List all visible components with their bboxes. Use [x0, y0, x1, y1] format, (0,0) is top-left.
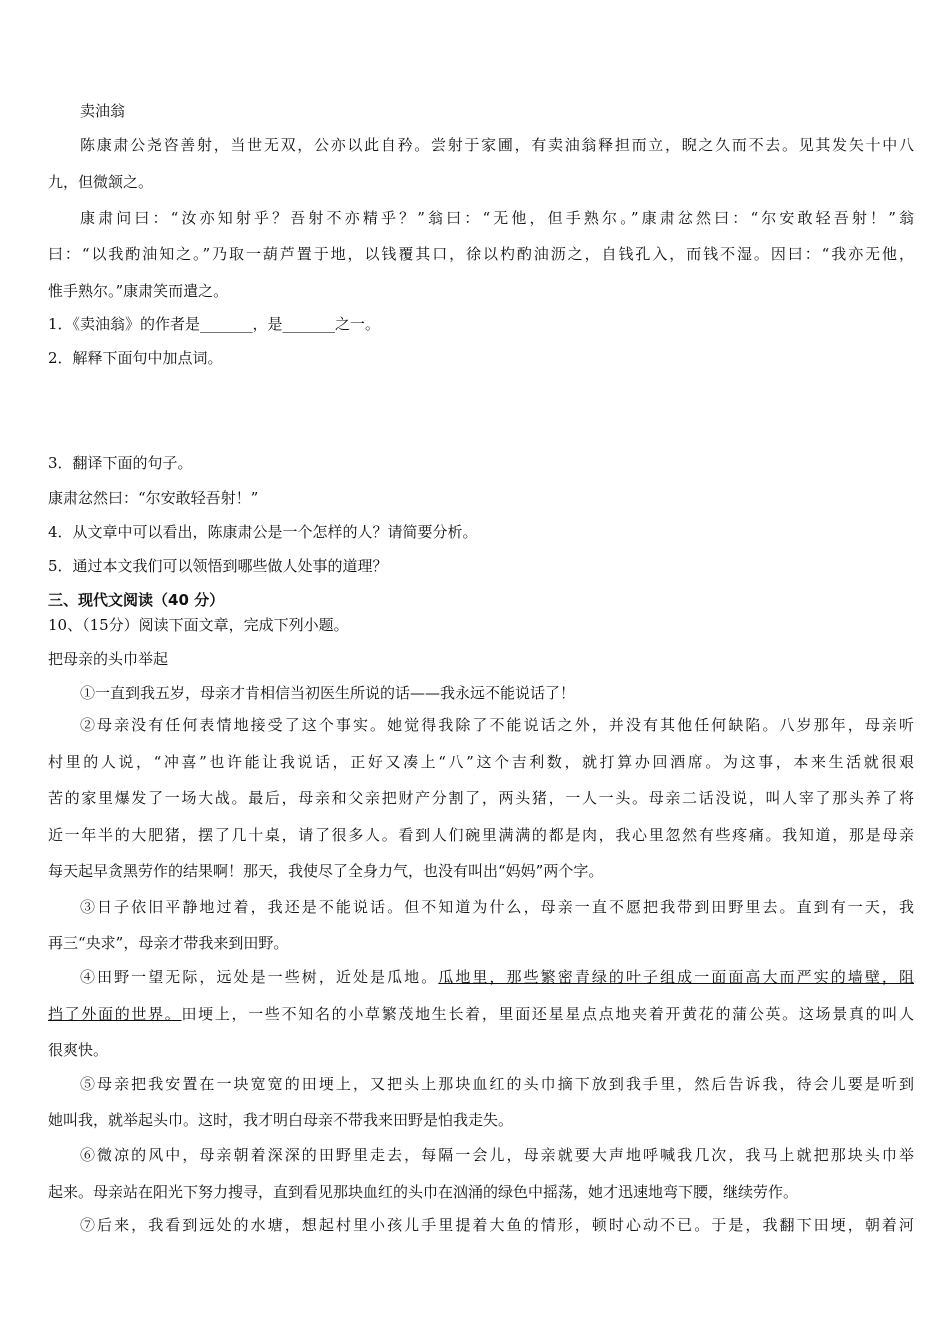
essay-paragraph-4-line-3: 很爽快。 — [48, 1041, 109, 1059]
question-10-intro: 10、（15分）阅读下面文章，完成下列小题。 — [48, 616, 349, 634]
question-3-sentence: 康肃忿然曰：“尔安敢轻吾射！” — [48, 489, 259, 507]
essay-paragraph-2-line-2: 村里的人说，“冲喜”也许能让我说话，正好又凑上“八”这个吉利数，就打算办回酒席。为这事，本来生活就很艰 — [48, 753, 914, 771]
underlined-sentence-end: 挡了外面的世界。 — [48, 1005, 182, 1023]
essay-paragraph-6-line-1: ⑥微凉的风中，母亲朝着深深的田野里走去，每隔一会儿，母亲就要大声地呼喊我几次，我马上就把那块头巾举 — [80, 1146, 914, 1164]
essay-paragraph-2-line-5: 每天起早贪黑劳作的结果啊！那天，我使尽了全身力气，也没有叫出“妈妈”两个字。 — [48, 862, 604, 880]
essay-paragraph-2-line-4: 近一年半的大肥猪，摆了几十桌，请了很多人。看到人们碗里满满的都是肉，我心里忽然有些疼痛。我知道，那是母亲 — [48, 826, 914, 844]
essay-title: 把母亲的头巾举起 — [48, 650, 169, 668]
essay-paragraph-7-line-1: ⑦后来，我看到远处的水塘，想起村里小孩儿手里提着大鱼的情形，顿时心动不已。于是，我翻下田埂，朝着河 — [80, 1216, 914, 1234]
essay-paragraph-3-line-2: 再三“央求”，母亲才带我来到田野。 — [48, 934, 289, 952]
underlined-sentence: 瓜地里，那些繁密青绿的叶子组成一面面高大而严实的墙壁，阻 — [438, 968, 914, 986]
essay-paragraph-6-line-2: 起来。母亲站在阳光下努力搜寻，直到看见那块血红的头巾在汹涌的绿色中摇荡，她才迅速地弯下腰，继续劳作。 — [48, 1183, 799, 1201]
essay-paragraph-2-line-3: 苦的家里爆发了一场大战。最后，母亲和父亲把财产分割了，两头猪，一人一头。母亲二话没说，叫人宰了那头养了将 — [48, 789, 914, 807]
essay-paragraph-5-line-1: ⑤母亲把我安置在一块宽宽的田埂上，又把头上那块血红的头巾摘下放到我手里，然后告诉我，待会儿要是听到 — [80, 1075, 914, 1093]
question-3: 3．翻译下面的句子。 — [48, 454, 193, 472]
essay-paragraph-4-line-1: ④田野一望无际，远处是一些树，近处是瓜地。瓜地里，那些繁密青绿的叶子组成一面面高大而严实的墙壁，阻 — [80, 968, 914, 986]
essay-paragraph-2-line-1: ②母亲没有任何表情地接受了这个事实。她觉得我除了不能说话之外，并没有其他任何缺陷。八岁那年，母亲听 — [80, 716, 914, 734]
question-2: 2．解释下面句中加点词。 — [48, 349, 223, 367]
essay-paragraph-3-line-1: ③日子依旧平静地过着，我还是不能说话。但不知道为什么，母亲一直不愿把我带到田野里去。直到有一天，我 — [80, 898, 914, 916]
question-5: 5．通过本文我们可以领悟到哪些做人处事的道理？ — [48, 557, 388, 575]
section-3-heading: 三、现代文阅读（40 分） — [48, 591, 225, 609]
essay-paragraph-5-line-2: 她叫我，就举起头巾。这时，我才明白母亲不带我来田野是怕我走失。 — [48, 1111, 514, 1129]
poem-paragraph-2-line-1: 康肃问曰：“汝亦知射乎？吾射不亦精乎？”翁曰：“无他，但手熟尔。”康肃忿然曰：“尔安敢轻吾射！”翁 — [80, 209, 914, 227]
poem-paragraph-2-line-2: 曰：“以我酌油知之。”乃取一葫芦置于地，以钱覆其口，徐以杓酌油沥之，自钱孔入，而钱不湿。因曰：“我亦无他， — [48, 245, 914, 263]
essay-paragraph-4-line-2: 挡了外面的世界。田埂上，一些不知名的小草繁茂地生长着，里面还星星点点地夹着开黄花的蒲公英。这场景真的叫人 — [48, 1005, 914, 1023]
essay-paragraph-1: ①一直到我五岁，母亲才肯相信当初医生所说的话——我永远不能说话了！ — [80, 684, 576, 702]
poem-paragraph-1-line-2: 九，但微颔之。 — [48, 173, 154, 191]
question-4: 4．从文章中可以看出，陈康肃公是一个怎样的人？请简要分析。 — [48, 523, 478, 541]
question-1: 1．《卖油翁》的作者是_______，是_______之一。 — [48, 315, 381, 333]
poem-paragraph-2-line-3: 惟手熟尔。”康肃笑而遣之。 — [48, 282, 229, 300]
poem-title: 卖油翁 — [80, 102, 126, 120]
poem-paragraph-1-line-1: 陈康肃公尧咨善射，当世无双，公亦以此自矜。尝射于家圃，有卖油翁释担而立，睨之久而不去。见其发矢十中八 — [80, 136, 914, 154]
